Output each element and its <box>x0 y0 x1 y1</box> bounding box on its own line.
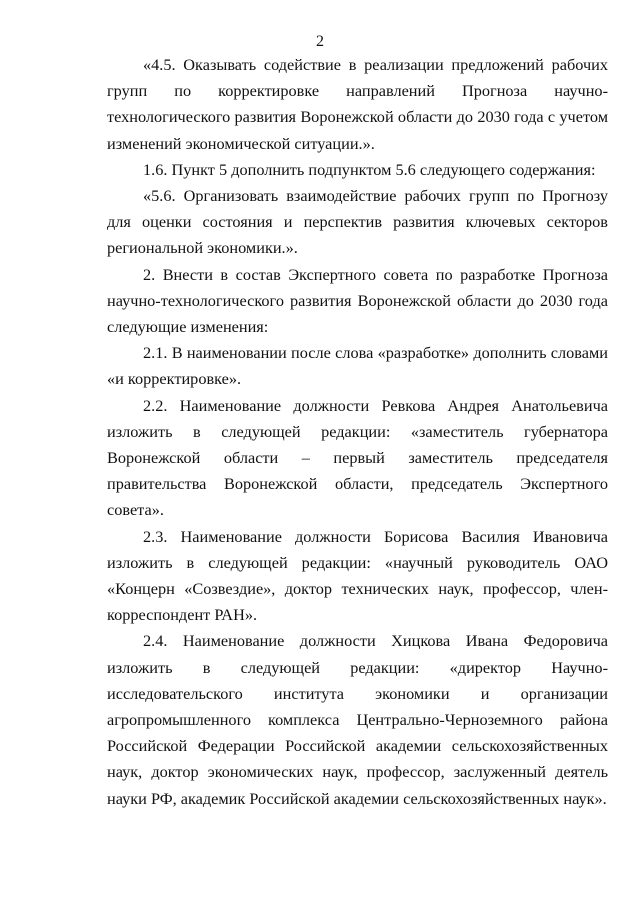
paragraph-item-5-6: «5.6. Организовать взаимодействие рабочих групп по Прогнозу для оценки состояния и перспектив развития ключевых секторов региональной экономики.». <box>107 186 608 258</box>
paragraph-point-2: 2. Внести в состав Экспертного совета по разработке Прогноза научно-технологического развития Воронежской области до 2030 года следующие изменения: <box>107 264 608 337</box>
page-number: 2 <box>316 33 324 50</box>
document-body <box>107 52 608 812</box>
paragraph-point-2-2: 2.2. Наименование должности Ревкова Андрея Анатольевича изложить в следующей редакции: «заместитель губернатора Воронежской области – первый заместитель председателя правительства Воронежской области, председатель Экспертного совета». <box>107 395 608 520</box>
paragraph-point-1-6: 1.6. Пункт 5 дополнить подпунктом 5.6 следующего содержания: <box>143 159 596 179</box>
paragraph-item-4-5: «4.5. Оказывать содействие в реализации предложений рабочих групп по корректировке направлений Прогноза научно-технологического развития Воронежской области до 2030 года с учетом изменений экономической ситуации.». <box>107 55 608 153</box>
paragraph-point-2-4: 2.4. Наименование должности Хицкова Ивана Федоровича изложить в следующей редакции: «директор Научно-исследовательского института экономики и организации агропромышленного комплекса Центрально-Черноземного района Российской Федерации Российской академии сельскохозяйственных наук, доктор экономических наук, профессор, заслуженный деятель науки РФ, академик Российской академии сельскохозяйственных наук». <box>107 631 608 808</box>
paragraph-point-2-3: 2.3. Наименование должности Борисова Василия Ивановича изложить в следующей редакции: «научный руководитель ОАО «Концерн «Созвездие», доктор технических наук, профессор, член-корреспондент РАН». <box>107 526 608 625</box>
paragraph-point-2-1: 2.1. В наименовании после слова «разработке» дополнить словами «и корректировке». <box>107 343 608 389</box>
